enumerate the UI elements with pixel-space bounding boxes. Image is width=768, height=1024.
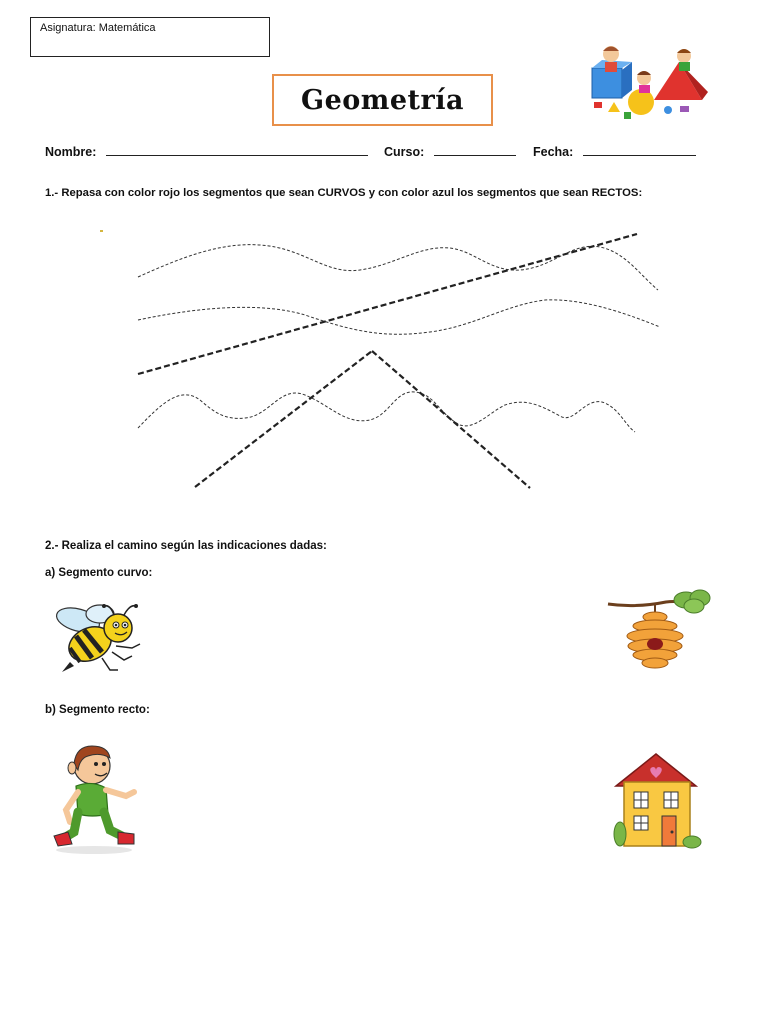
part-b-label: b) Segmento recto: [45, 704, 150, 716]
name-label: Nombre: [45, 145, 97, 159]
straight-segment-2[interactable] [195, 351, 372, 487]
walking-boy-illustration [48, 740, 140, 856]
tracing-area[interactable] [95, 220, 675, 500]
exercise2-instruction: 2.- Realiza el camino según las indicaciones dadas: [45, 540, 327, 552]
date-field [533, 143, 696, 159]
kids-geometry-illustration [584, 40, 714, 124]
date-blank-line[interactable] [583, 143, 696, 156]
stray-mark [100, 230, 103, 232]
house-illustration [608, 752, 704, 850]
straight-segment-3[interactable] [372, 351, 530, 488]
exercise1-instruction: 1.- Repasa con color rojo los segmentos que sean CURVOS y con color azul los segmentos que sean RECTOS: [45, 187, 643, 199]
beehive-illustration [606, 588, 714, 672]
name-field [45, 143, 368, 159]
course-label: Curso: [384, 145, 425, 159]
curved-segment-1[interactable] [138, 245, 658, 290]
date-label: Fecha: [533, 145, 574, 159]
part-a-label: a) Segmento curvo: [45, 567, 153, 579]
course-field [384, 143, 516, 159]
subject-label: Asignatura: Matemática [40, 22, 156, 34]
bee-illustration [52, 600, 148, 676]
name-blank-line[interactable] [106, 143, 368, 156]
straight-segment-1[interactable] [138, 234, 637, 374]
course-blank-line[interactable] [434, 143, 516, 156]
curved-segment-2[interactable] [138, 300, 660, 334]
page-title: Geometría [301, 84, 464, 116]
curved-segment-3[interactable] [138, 392, 635, 432]
